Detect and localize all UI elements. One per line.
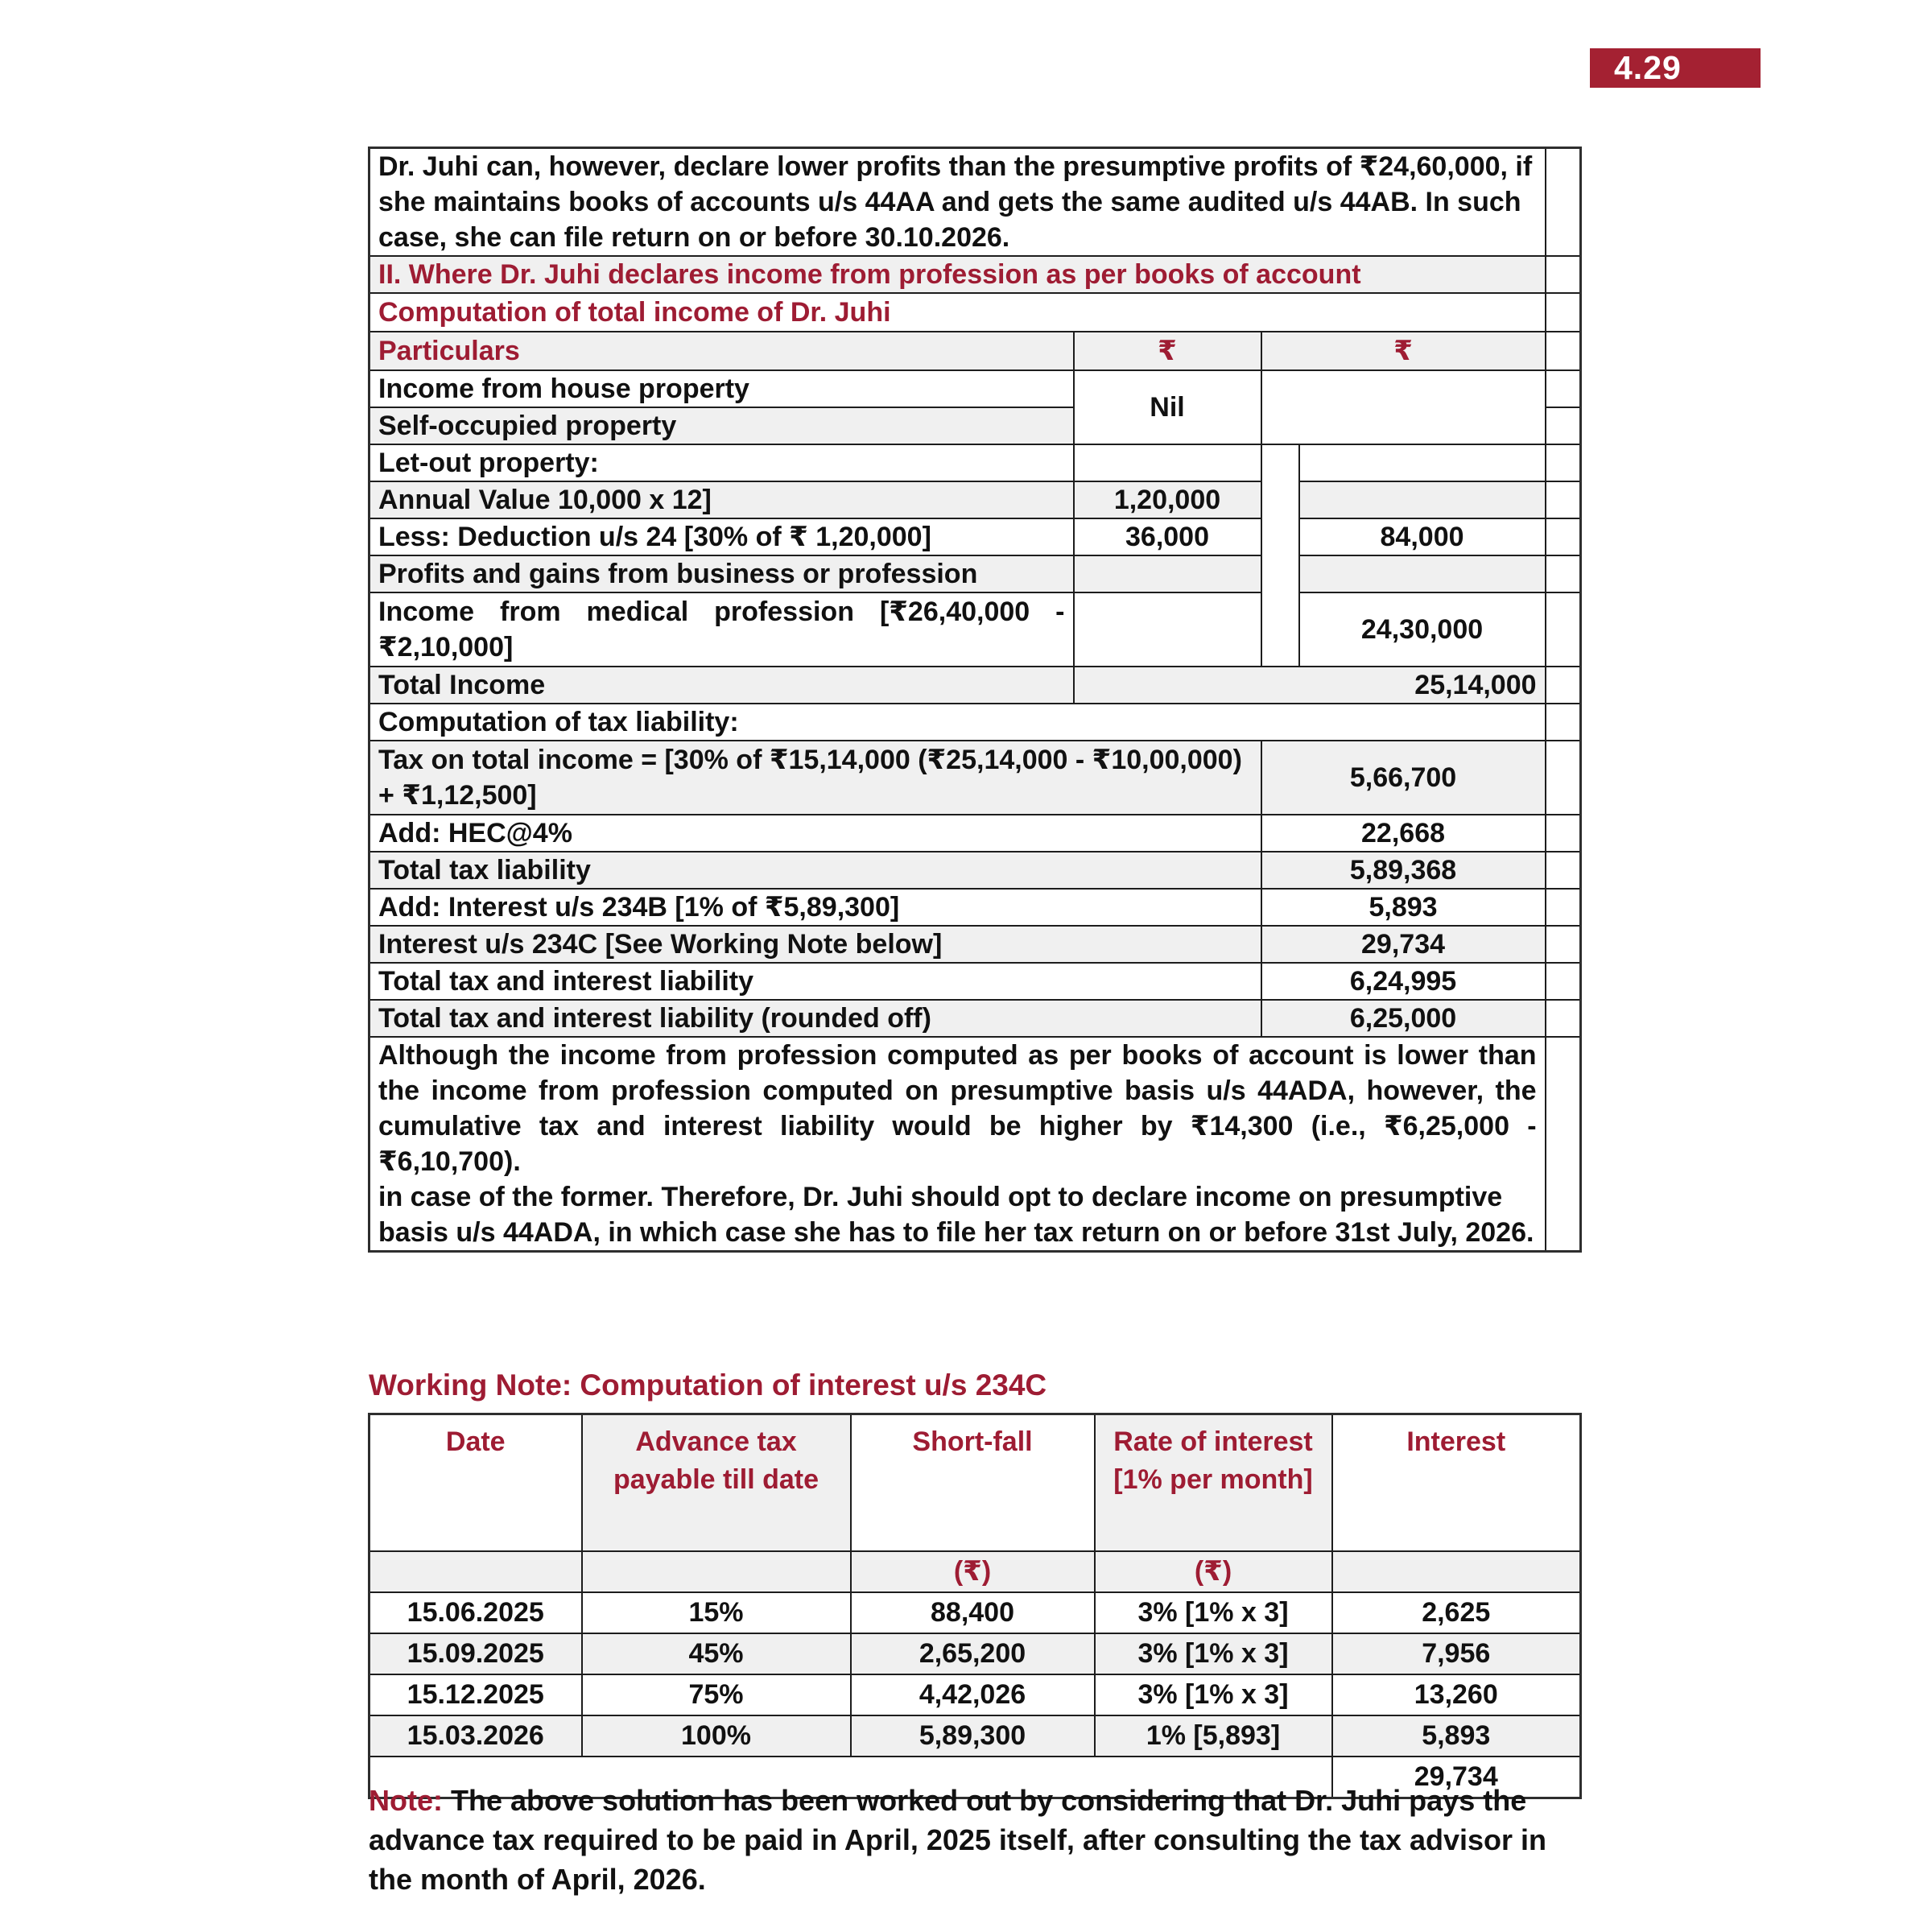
tax-section-heading-row bbox=[369, 704, 1581, 741]
table-row bbox=[369, 555, 1581, 592]
main-table-wrapper bbox=[368, 147, 1582, 1253]
row-amount: 6,24,995 bbox=[1261, 963, 1546, 1000]
date-cell: 15.03.2026 bbox=[369, 1715, 582, 1757]
interest-cell: 13,260 bbox=[1332, 1674, 1581, 1715]
right-gutter-cell bbox=[1546, 148, 1581, 257]
right-gutter-cell bbox=[1546, 370, 1581, 407]
spacer-column bbox=[1261, 444, 1299, 667]
row-amount: 36,000 bbox=[1074, 518, 1261, 555]
right-gutter-cell bbox=[1546, 963, 1581, 1000]
table-row bbox=[369, 444, 1581, 481]
subsection-heading: Computation of total income of Dr. Juhi bbox=[369, 293, 1546, 332]
row-label: Self-occupied property bbox=[369, 407, 1074, 444]
total-interest-cell: 29,734 bbox=[1332, 1757, 1581, 1798]
row-label: Income from medical profession [₹26,40,000 - ₹2,10,000] bbox=[369, 592, 1074, 667]
col-header-advance-tax: Advance tax payable till date bbox=[582, 1414, 851, 1551]
rupee-header-1: ₹ bbox=[1074, 332, 1261, 370]
row-amount: 5,66,700 bbox=[1261, 741, 1546, 815]
right-gutter-cell bbox=[1546, 444, 1581, 481]
right-gutter-cell bbox=[1546, 815, 1581, 852]
right-gutter-cell bbox=[1546, 852, 1581, 889]
row-label: Total tax and interest liability bbox=[369, 963, 1261, 1000]
row-amount bbox=[1074, 592, 1261, 667]
date-cell: 15.12.2025 bbox=[369, 1674, 582, 1715]
row-amount: 29,734 bbox=[1261, 926, 1546, 963]
shortfall-cell: 88,400 bbox=[851, 1592, 1095, 1633]
row-label: Let-out property: bbox=[369, 444, 1074, 481]
table-row bbox=[369, 1633, 1581, 1674]
right-gutter-cell bbox=[1546, 1037, 1581, 1252]
interest-cell: 2,625 bbox=[1332, 1592, 1581, 1633]
advance-cell: 75% bbox=[582, 1674, 851, 1715]
row-amount: 25,14,000 bbox=[1074, 667, 1546, 704]
row-amount bbox=[1261, 370, 1546, 444]
computation-table bbox=[368, 147, 1582, 1253]
shortfall-cell: 4,42,026 bbox=[851, 1674, 1095, 1715]
right-gutter-cell bbox=[1546, 481, 1581, 518]
advance-cell: 45% bbox=[582, 1633, 851, 1674]
shortfall-cell: 2,65,200 bbox=[851, 1633, 1095, 1674]
rate-cell: 1% [5,893] bbox=[1095, 1715, 1332, 1757]
interest-cell: 5,893 bbox=[1332, 1715, 1581, 1757]
row-amount: 24,30,000 bbox=[1299, 592, 1546, 667]
table-row bbox=[369, 926, 1581, 963]
col-header-date: Date bbox=[369, 1414, 582, 1551]
table-row bbox=[369, 852, 1581, 889]
bottom-note bbox=[369, 1781, 1592, 1899]
row-label: Profits and gains from business or profession bbox=[369, 555, 1074, 592]
row-label: Total tax liability bbox=[369, 852, 1261, 889]
col-header-shortfall: Short-fall bbox=[851, 1414, 1095, 1551]
date-cell: 15.06.2025 bbox=[369, 1592, 582, 1633]
row-amount: Nil bbox=[1074, 370, 1261, 444]
table-row bbox=[369, 518, 1581, 555]
right-gutter-cell bbox=[1546, 555, 1581, 592]
right-gutter-cell bbox=[1546, 1000, 1581, 1037]
currency-cell bbox=[1332, 1551, 1581, 1592]
row-amount: 6,25,000 bbox=[1261, 1000, 1546, 1037]
row-amount bbox=[1074, 555, 1261, 592]
section-heading-row bbox=[369, 256, 1581, 293]
intro-paragraph: Dr. Juhi can, however, declare lower profits than the presumptive profits of ₹24,60,000, if she maintains books of accounts u/s 44AA and gets the same audited u/s 44AB. In such case, she can file return on or before 30.10.2026. bbox=[369, 148, 1546, 257]
currency-cell bbox=[369, 1551, 582, 1592]
row-label: Total tax and interest liability (rounded off) bbox=[369, 1000, 1261, 1037]
section-heading: II. Where Dr. Juhi declares income from profession as per books of account bbox=[369, 256, 1546, 293]
row-amount: 5,89,368 bbox=[1261, 852, 1546, 889]
row-label: Less: Deduction u/s 24 [30% of ₹ 1,20,000] bbox=[369, 518, 1074, 555]
right-gutter-cell bbox=[1546, 293, 1581, 332]
rate-cell: 3% [1% x 3] bbox=[1095, 1592, 1332, 1633]
rupee-header-2: ₹ bbox=[1261, 332, 1546, 370]
particulars-header: Particulars bbox=[369, 332, 1074, 370]
table-row bbox=[369, 1000, 1581, 1037]
interest-cell: 7,956 bbox=[1332, 1633, 1581, 1674]
table-row bbox=[369, 481, 1581, 518]
note-label: Note: bbox=[369, 1784, 443, 1817]
working-note-table bbox=[368, 1413, 1582, 1799]
table-row bbox=[369, 1674, 1581, 1715]
right-gutter-cell bbox=[1546, 592, 1581, 667]
row-label: Annual Value 10,000 x 12] bbox=[369, 481, 1074, 518]
row-label: Add: Interest u/s 234B [1% of ₹5,89,300] bbox=[369, 889, 1261, 926]
conclusion-row bbox=[369, 1037, 1581, 1252]
currency-row bbox=[369, 1551, 1581, 1592]
col-header-rate: Rate of interest [1% per month] bbox=[1095, 1414, 1332, 1551]
intro-row bbox=[369, 148, 1581, 257]
right-gutter-cell bbox=[1546, 667, 1581, 704]
rate-cell: 3% [1% x 3] bbox=[1095, 1674, 1332, 1715]
rate-cell: 3% [1% x 3] bbox=[1095, 1633, 1332, 1674]
row-amount: 22,668 bbox=[1261, 815, 1546, 852]
col-header-interest: Interest bbox=[1332, 1414, 1581, 1551]
row-label: Total Income bbox=[369, 667, 1074, 704]
working-note-header-row bbox=[369, 1414, 1581, 1551]
right-gutter-cell bbox=[1546, 704, 1581, 741]
column-header-row bbox=[369, 332, 1581, 370]
row-amount: 5,893 bbox=[1261, 889, 1546, 926]
right-gutter-cell bbox=[1546, 407, 1581, 444]
row-amount bbox=[1299, 444, 1546, 481]
currency-cell: (₹) bbox=[851, 1551, 1095, 1592]
tax-section-heading: Computation of tax liability: bbox=[369, 704, 1546, 741]
row-amount: 84,000 bbox=[1299, 518, 1546, 555]
subsection-heading-row bbox=[369, 293, 1581, 332]
shortfall-cell: 5,89,300 bbox=[851, 1715, 1095, 1757]
table-row bbox=[369, 741, 1581, 815]
right-gutter-cell bbox=[1546, 889, 1581, 926]
table-row bbox=[369, 815, 1581, 852]
table-row bbox=[369, 370, 1581, 407]
right-gutter-cell bbox=[1546, 332, 1581, 370]
table-row bbox=[369, 667, 1581, 704]
advance-cell: 100% bbox=[582, 1715, 851, 1757]
page-number-badge: 4.29 bbox=[1590, 48, 1761, 88]
table-row bbox=[369, 1592, 1581, 1633]
row-amount bbox=[1074, 444, 1261, 481]
row-amount bbox=[1299, 481, 1546, 518]
row-amount bbox=[1299, 555, 1546, 592]
row-label: Interest u/s 234C [See Working Note below] bbox=[369, 926, 1261, 963]
working-note-heading: Working Note: Computation of interest u/s 234C bbox=[369, 1368, 1047, 1402]
table-row bbox=[369, 963, 1581, 1000]
date-cell: 15.09.2025 bbox=[369, 1633, 582, 1674]
right-gutter-cell bbox=[1546, 518, 1581, 555]
currency-cell bbox=[582, 1551, 851, 1592]
table-row bbox=[369, 1715, 1581, 1757]
table-row bbox=[369, 592, 1581, 667]
right-gutter-cell bbox=[1546, 741, 1581, 815]
currency-cell: (₹) bbox=[1095, 1551, 1332, 1592]
right-gutter-cell bbox=[1546, 926, 1581, 963]
table-row bbox=[369, 889, 1581, 926]
row-label: Add: HEC@4% bbox=[369, 815, 1261, 852]
conclusion-paragraph-2: in case of the former. Therefore, Dr. Juhi should opt to declare income on presumptive basis u/s 44ADA, in which case she has to file her tax return on or before 31st July, 2026. bbox=[378, 1182, 1534, 1248]
row-amount: 1,20,000 bbox=[1074, 481, 1261, 518]
note-text: The above solution has been worked out by considering that Dr. Juhi pays the advance tax required to be paid in April, 2025 itself, after consulting the tax advisor in the month of April, 2026. bbox=[369, 1784, 1547, 1896]
conclusion-paragraphs bbox=[369, 1037, 1546, 1252]
row-label: Income from house property bbox=[369, 370, 1074, 407]
row-label: Tax on total income = [30% of ₹15,14,000 (₹25,14,000 - ₹10,00,000) + ₹1,12,500] bbox=[369, 741, 1261, 815]
advance-cell: 15% bbox=[582, 1592, 851, 1633]
conclusion-paragraph-1: Although the income from profession computed as per books of account is lower than the income from profession computed on presumptive basis u/s 44ADA, however, the cumulative tax and interest liability would be higher by ₹14,300 (i.e., ₹6,25,000 - ₹6,10,700). bbox=[378, 1040, 1537, 1177]
right-gutter-cell bbox=[1546, 256, 1581, 293]
